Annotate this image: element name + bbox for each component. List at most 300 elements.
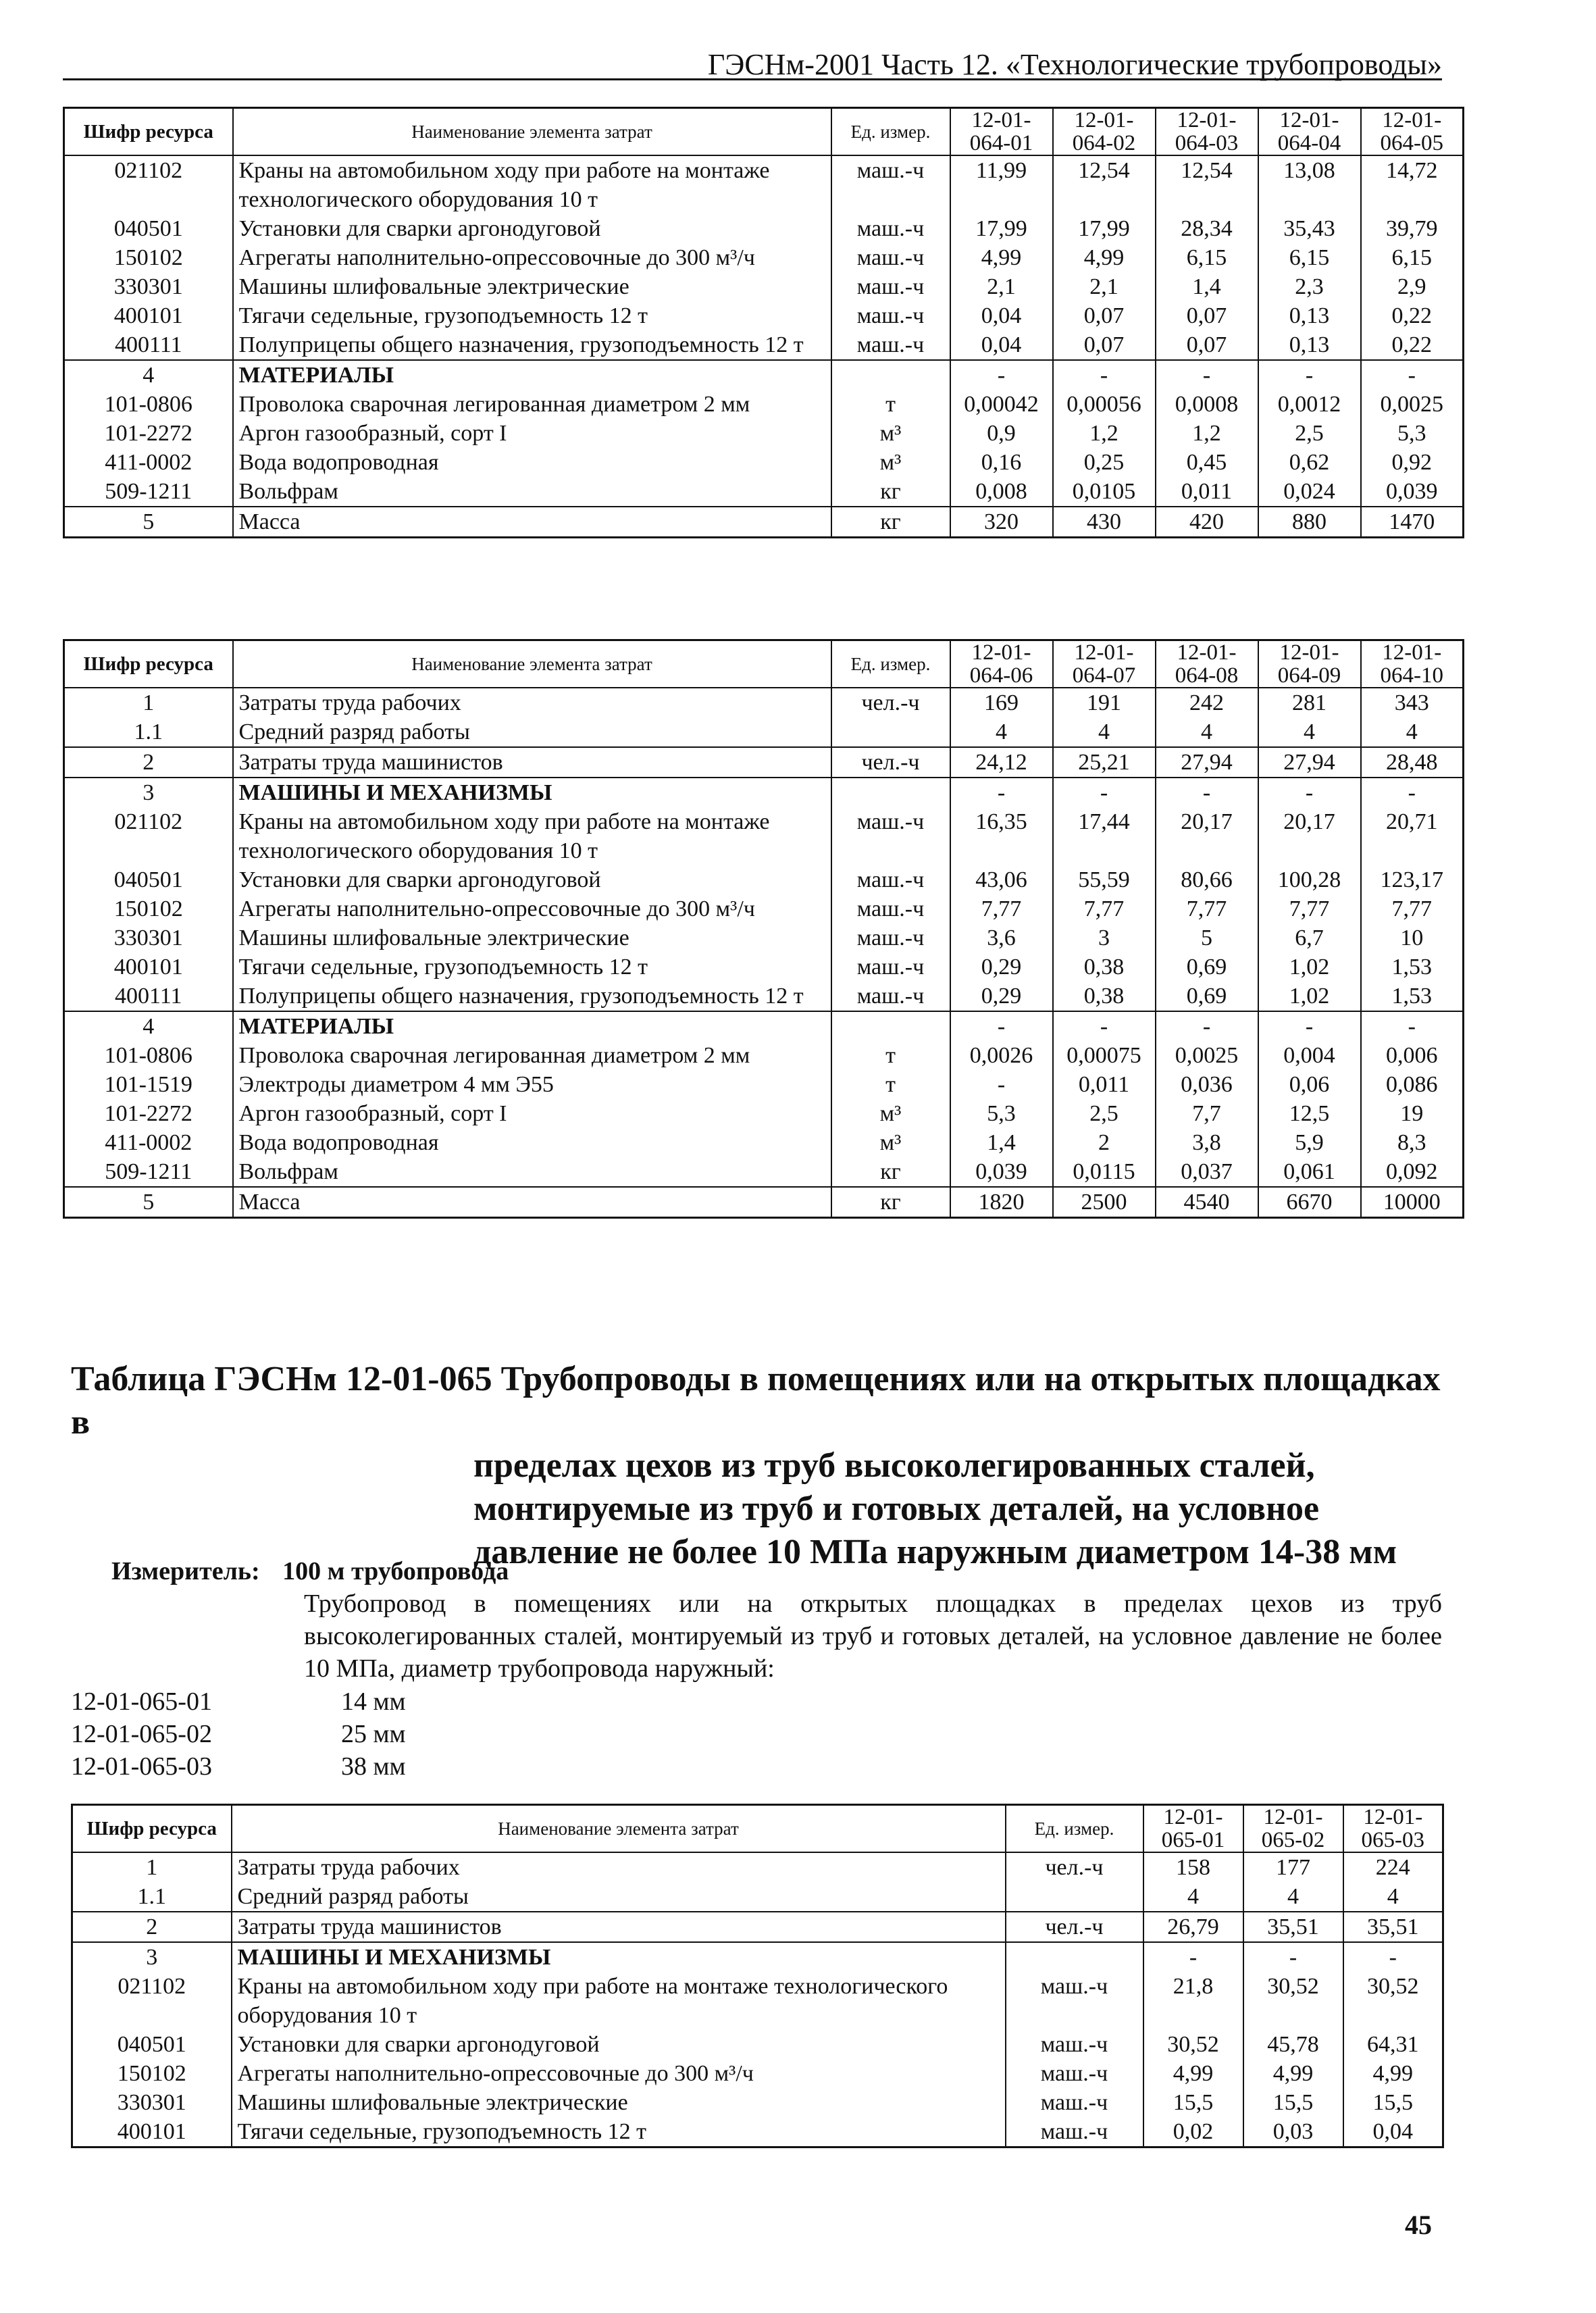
unit-cell: маш.-ч [1006,2117,1143,2147]
value-cell: 3,8 [1156,1128,1258,1157]
column-header-norm-code: 12-01- 065-03 [1343,1805,1443,1853]
table-row [64,807,1464,865]
value-cell: 4,99 [1053,243,1156,272]
resource-name-cell: Тягачи седельные, грузоподъемность 12 т [233,952,831,982]
value-cell: 17,99 [950,214,1053,243]
value-cell: 0,02 [1143,2117,1243,2147]
value-cell: 1820 [950,1187,1053,1218]
column-header-norm-code: 12-01- 064-04 [1258,108,1361,156]
resource-name-cell: Затраты труда машинистов [232,1912,1006,1942]
table-row [64,360,1464,390]
value-cell: 0,037 [1156,1157,1258,1187]
value-cell: 320 [950,507,1053,538]
value-cell: 10000 [1361,1187,1464,1218]
column-header-norm-code: 12-01- 064-06 [950,640,1053,688]
resource-code-cell: 330301 [64,923,233,952]
section-description: Трубопровод в помещениях или на открытых площадках в пределах цехов из труб высоколегированных сталей, монтируемый из труб и готовых деталей, на условное давление не более 10 МПа, диаметр трубопровода наружный: [304,1590,1442,1683]
value-cell: 6,15 [1258,243,1361,272]
value-cell: 0,011 [1156,477,1258,507]
table-row [64,243,1464,272]
value-cell: 177 [1243,1852,1343,1882]
resource-table-064-b [63,639,1464,1219]
table-row [72,1882,1443,1912]
resource-code-cell: 040501 [72,2030,232,2059]
value-cell: 20,17 [1156,807,1258,865]
resource-code-cell: 150102 [64,894,233,923]
norm-code: 12-01-065-03 [71,1752,212,1781]
unit-cell: маш.-ч [831,807,950,865]
column-header-code: Шифр ресурса [64,108,233,156]
value-cell: 2,3 [1258,272,1361,301]
code-list-item [71,1750,406,1783]
value-cell: 1470 [1361,507,1464,538]
value-cell: 2 [1053,1128,1156,1157]
resource-code-cell: 021102 [64,155,233,214]
value-cell: 224 [1343,1852,1443,1882]
value-cell: - [1343,1942,1443,1972]
value-cell: 27,94 [1156,747,1258,778]
table-row [64,155,1464,214]
value-cell: 4,99 [950,243,1053,272]
resource-name-cell: Тягачи седельные, грузоподъемность 12 т [232,2117,1006,2147]
value-cell: 4 [950,717,1053,747]
value-cell: - [1361,360,1464,390]
unit-cell: м³ [831,1128,950,1157]
value-cell: 0,0105 [1053,477,1156,507]
unit-cell: маш.-ч [831,865,950,894]
resource-code-cell: 400101 [64,952,233,982]
value-cell: 4 [1361,717,1464,747]
value-cell: 43,06 [950,865,1053,894]
resource-name-cell: Машины шлифовальные электрические [233,923,831,952]
value-cell: 281 [1258,688,1361,717]
resource-name-cell: Проволока сварочная легированная диаметром 2 мм [233,390,831,419]
resource-code-cell: 4 [64,360,233,390]
value-cell: - [1053,1011,1156,1041]
table-row [64,1041,1464,1070]
table-row [72,1972,1443,2030]
table-body [72,1852,1443,2147]
unit-cell: чел.-ч [1006,1912,1143,1942]
value-cell: 45,78 [1243,2030,1343,2059]
table-row [64,1070,1464,1099]
column-header-norm-code: 12-01- 065-02 [1243,1805,1343,1853]
table-row [64,330,1464,360]
table-row [64,1157,1464,1187]
value-cell: 0,22 [1361,301,1464,330]
value-cell: 80,66 [1156,865,1258,894]
header-row [64,640,1464,688]
resource-name-cell: Электроды диаметром 4 мм Э55 [233,1070,831,1099]
resource-name-cell: Средний разряд работы [233,717,831,747]
table-row [64,1128,1464,1157]
table-row [72,2088,1443,2117]
value-cell: 7,77 [1361,894,1464,923]
resource-code-cell: 400101 [64,301,233,330]
value-cell: 35,51 [1343,1912,1443,1942]
resource-name-cell: Масса [233,507,831,538]
value-cell: 0,62 [1258,448,1361,477]
value-cell: 0,0115 [1053,1157,1156,1187]
value-cell: 0,03 [1243,2117,1343,2147]
value-cell: 30,52 [1343,1972,1443,2030]
norm-code: 12-01-065-02 [71,1720,212,1748]
value-cell: 0,04 [950,330,1053,360]
column-header-name: Наименование элемента затрат [232,1805,1006,1853]
value-cell: 1,2 [1053,419,1156,448]
value-cell: 7,7 [1156,1099,1258,1128]
meter-label: Измеритель: [111,1557,260,1585]
resource-name-cell: Полуприцепы общего назначения, грузоподъемность 12 т [233,982,831,1011]
column-header-norm-code: 12-01- 064-09 [1258,640,1361,688]
value-cell: 7,77 [950,894,1053,923]
value-cell: - [950,1070,1053,1099]
table-row [64,747,1464,778]
value-cell: 0,00042 [950,390,1053,419]
table-row [64,214,1464,243]
value-cell: 0,004 [1258,1041,1361,1070]
value-cell: 191 [1053,688,1156,717]
resource-code-cell: 040501 [64,214,233,243]
table-row [64,507,1464,538]
resource-code-cell: 150102 [72,2059,232,2088]
unit-cell: м³ [831,419,950,448]
value-cell: - [1258,1011,1361,1041]
resource-code-cell: 330301 [64,272,233,301]
value-cell: 15,5 [1243,2088,1343,2117]
resource-name-cell: Вода водопроводная [233,448,831,477]
table-row [72,1852,1443,1882]
resource-code-cell: 1 [64,688,233,717]
value-cell: 28,48 [1361,747,1464,778]
value-cell: 0,13 [1258,330,1361,360]
unit-cell: маш.-ч [1006,2030,1143,2059]
value-cell: - [1361,778,1464,807]
unit-cell: маш.-ч [831,155,950,214]
value-cell: - [1361,1011,1464,1041]
diameter-value: 25 мм [341,1720,406,1748]
code-list-item [71,1718,406,1750]
value-cell: 4 [1053,717,1156,747]
value-cell: 4,99 [1143,2059,1243,2088]
value-cell: 5 [1156,923,1258,952]
value-cell: 0,039 [1361,477,1464,507]
value-cell: 0,04 [950,301,1053,330]
value-cell: 4 [1156,717,1258,747]
table-row [72,2117,1443,2147]
resource-name-cell: МАШИНЫ И МЕХАНИЗМЫ [232,1942,1006,1972]
value-cell: 2,9 [1361,272,1464,301]
value-cell: 24,12 [950,747,1053,778]
value-cell: 10 [1361,923,1464,952]
value-cell: 0,69 [1156,952,1258,982]
table-row [64,390,1464,419]
value-cell: 0,06 [1258,1070,1361,1099]
value-cell: 20,71 [1361,807,1464,865]
value-cell: 13,08 [1258,155,1361,214]
value-cell: 4 [1343,1882,1443,1912]
norm-code: 12-01-065-01 [71,1687,212,1716]
table-row [64,1099,1464,1128]
resource-name-cell: Проволока сварочная легированная диаметром 2 мм [233,1041,831,1070]
value-cell: 0,061 [1258,1157,1361,1187]
value-cell: 0,29 [950,952,1053,982]
value-cell: 1,53 [1361,952,1464,982]
resource-name-cell: Вольфрам [233,477,831,507]
unit-cell: маш.-ч [831,330,950,360]
value-cell: 0,039 [950,1157,1053,1187]
value-cell: 0,0008 [1156,390,1258,419]
table-row [64,419,1464,448]
value-cell: 20,17 [1258,807,1361,865]
unit-cell: маш.-ч [831,894,950,923]
value-cell: 7,77 [1258,894,1361,923]
value-cell: 169 [950,688,1053,717]
resource-name-cell: Средний разряд работы [232,1882,1006,1912]
value-cell: 5,3 [950,1099,1053,1128]
resource-code-cell: 101-0806 [64,1041,233,1070]
value-cell: 0,092 [1361,1157,1464,1187]
unit-cell [831,1011,950,1041]
unit-cell: маш.-ч [1006,1972,1143,2030]
resource-name-cell: Агрегаты наполнительно-опрессовочные до 300 м³/ч [233,894,831,923]
value-cell: 0,38 [1053,982,1156,1011]
value-cell: 0,006 [1361,1041,1464,1070]
value-cell: 0,22 [1361,330,1464,360]
resource-name-cell: Краны на автомобильном ходу при работе на монтаже технологического оборудования 10 т [233,807,831,865]
unit-cell: маш.-ч [831,982,950,1011]
value-cell: 6,7 [1258,923,1361,952]
table-row [72,2059,1443,2088]
meter-value: 100 м трубопровода [282,1557,509,1585]
value-cell: - [950,360,1053,390]
value-cell: 7,77 [1156,894,1258,923]
column-header-norm-code: 12-01- 064-01 [950,108,1053,156]
table-row [72,2030,1443,2059]
value-cell: 1,53 [1361,982,1464,1011]
resource-code-cell: 4 [64,1011,233,1041]
resource-name-cell: Установки для сварки аргонодуговой [233,214,831,243]
table-row [64,448,1464,477]
diameter-value: 14 мм [341,1687,406,1716]
unit-cell [1006,1882,1143,1912]
resource-name-cell: Краны на автомобильном ходу при работе на монтаже технологического оборудования 10 т [233,155,831,214]
table-row [64,923,1464,952]
unit-cell: маш.-ч [1006,2059,1143,2088]
value-cell: 28,34 [1156,214,1258,243]
value-cell: 4540 [1156,1187,1258,1218]
value-cell: 6,15 [1156,243,1258,272]
value-cell: 430 [1053,507,1156,538]
value-cell: 5,3 [1361,419,1464,448]
resource-code-cell: 101-1519 [64,1070,233,1099]
unit-cell: кг [831,507,950,538]
value-cell: 30,52 [1243,1972,1343,2030]
value-cell: - [1258,360,1361,390]
table-header [64,640,1464,688]
value-cell: 242 [1156,688,1258,717]
value-cell: 2,1 [950,272,1053,301]
resource-code-cell: 1 [72,1852,232,1882]
section-title [71,1358,1442,1574]
resource-code-cell: 400101 [72,2117,232,2147]
resource-name-cell: Установки для сварки аргонодуговой [232,2030,1006,2059]
column-header-unit: Ед. измер. [831,640,950,688]
unit-cell: м³ [831,1099,950,1128]
unit-cell: маш.-ч [831,301,950,330]
value-cell: 343 [1361,688,1464,717]
value-cell: 0,00075 [1053,1041,1156,1070]
column-header-code: Шифр ресурса [64,640,233,688]
resource-name-cell: Машины шлифовальные электрические [232,2088,1006,2117]
value-cell: 19 [1361,1099,1464,1128]
resource-code-cell: 330301 [72,2088,232,2117]
value-cell: 0,25 [1053,448,1156,477]
table-body [64,688,1464,1218]
resource-name-cell: МАШИНЫ И МЕХАНИЗМЫ [233,778,831,807]
value-cell: 0,04 [1343,2117,1443,2147]
resource-name-cell: Затраты труда машинистов [233,747,831,778]
value-cell: 3,6 [950,923,1053,952]
value-cell: 1,4 [1156,272,1258,301]
column-header-name: Наименование элемента затрат [233,108,831,156]
column-header-norm-code: 12-01- 064-08 [1156,640,1258,688]
value-cell: 8,3 [1361,1128,1464,1157]
value-cell: 15,5 [1343,2088,1443,2117]
value-cell: - [950,1011,1053,1041]
resource-name-cell: Агрегаты наполнительно-опрессовочные до 300 м³/ч [232,2059,1006,2088]
value-cell: 4 [1243,1882,1343,1912]
table-row [64,952,1464,982]
table-row [64,301,1464,330]
resource-name-cell: МАТЕРИАЛЫ [233,1011,831,1041]
resource-code-cell: 400111 [64,982,233,1011]
unit-cell: т [831,390,950,419]
value-cell: 0,0012 [1258,390,1361,419]
table-row [64,272,1464,301]
value-cell: 1,4 [950,1128,1053,1157]
resource-name-cell: Затраты труда рабочих [233,688,831,717]
value-cell: - [1243,1942,1343,1972]
section-title-continuation: пределах цехов из труб высоколегированных сталей, монтируемые из труб и готовых деталей, на условное давление не более 10 МПа наружным диаметром 14-38 мм [473,1446,1397,1571]
resource-code-cell: 150102 [64,243,233,272]
unit-cell: чел.-ч [1006,1852,1143,1882]
resource-name-cell: Аргон газообразный, сорт I [233,1099,831,1128]
table-body [64,155,1464,538]
resource-name-cell: Агрегаты наполнительно-опрессовочные до 300 м³/ч [233,243,831,272]
value-cell: 6,15 [1361,243,1464,272]
column-header-code: Шифр ресурса [72,1805,232,1853]
value-cell: 12,54 [1053,155,1156,214]
value-cell: - [1156,1011,1258,1041]
table-row [64,717,1464,747]
value-cell: - [950,778,1053,807]
value-cell: 3 [1053,923,1156,952]
running-header: ГЭСНм-2001 Часть 12. «Технологические трубопроводы» [707,48,1442,81]
table-row [72,1912,1443,1942]
resource-code-cell: 2 [64,747,233,778]
table-row [64,865,1464,894]
column-header-name: Наименование элемента затрат [233,640,831,688]
value-cell: 0,07 [1156,330,1258,360]
resource-code-cell: 1.1 [72,1882,232,1912]
value-cell: 39,79 [1361,214,1464,243]
value-cell: 17,44 [1053,807,1156,865]
value-cell: 0,024 [1258,477,1361,507]
unit-cell [1006,1942,1143,1972]
unit-cell: маш.-ч [831,272,950,301]
value-cell: 0,29 [950,982,1053,1011]
value-cell: 0,07 [1053,330,1156,360]
resource-name-cell: Вода водопроводная [233,1128,831,1157]
value-cell: 0,38 [1053,952,1156,982]
value-cell: 0,0026 [950,1041,1053,1070]
value-cell: 12,54 [1156,155,1258,214]
table-row [64,688,1464,717]
code-list [71,1685,406,1783]
value-cell: 0,07 [1156,301,1258,330]
value-cell: 0,0025 [1156,1041,1258,1070]
value-cell: 0,008 [950,477,1053,507]
column-header-norm-code: 12-01- 064-03 [1156,108,1258,156]
resource-name-cell: Установки для сварки аргонодуговой [233,865,831,894]
value-cell: - [1156,360,1258,390]
resource-table-064-a [63,107,1464,538]
value-cell: 55,59 [1053,865,1156,894]
resource-code-cell: 101-2272 [64,1099,233,1128]
value-cell: 0,13 [1258,301,1361,330]
value-cell: 100,28 [1258,865,1361,894]
resource-code-cell: 101-2272 [64,419,233,448]
value-cell: 11,99 [950,155,1053,214]
value-cell: 6670 [1258,1187,1361,1218]
column-header-norm-code: 12-01- 064-02 [1053,108,1156,156]
unit-cell: т [831,1070,950,1099]
resource-code-cell: 2 [72,1912,232,1942]
resource-code-cell: 021102 [72,1972,232,2030]
table-row [72,1942,1443,1972]
value-cell: 5,9 [1258,1128,1361,1157]
resource-name-cell: Вольфрам [233,1157,831,1187]
resource-name-cell: Затраты труда рабочих [232,1852,1006,1882]
resource-code-cell: 400111 [64,330,233,360]
value-cell: 0,92 [1361,448,1464,477]
value-cell: 2500 [1053,1187,1156,1218]
value-cell: 35,43 [1258,214,1361,243]
unit-cell: чел.-ч [831,688,950,717]
resource-name-cell: Краны на автомобильном ходу при работе на монтаже технологического оборудования 10 т [232,1972,1006,2030]
table-row [64,894,1464,923]
resource-name-cell: МАТЕРИАЛЫ [233,360,831,390]
code-list-item [71,1685,406,1718]
column-header-unit: Ед. измер. [831,108,950,156]
value-cell: 12,5 [1258,1099,1361,1128]
unit-cell [831,778,950,807]
resource-code-cell: 040501 [64,865,233,894]
value-cell: 4,99 [1243,2059,1343,2088]
resource-code-cell: 3 [64,778,233,807]
value-cell: - [1053,778,1156,807]
value-cell: 158 [1143,1852,1243,1882]
value-cell: 4,99 [1343,2059,1443,2088]
resource-name-cell: Машины шлифовальные электрические [233,272,831,301]
value-cell: 21,8 [1143,1972,1243,2030]
resource-table-065 [71,1804,1444,2148]
column-header-norm-code: 12-01- 065-01 [1143,1805,1243,1853]
value-cell: 0,45 [1156,448,1258,477]
header-row [72,1805,1443,1853]
value-cell: 30,52 [1143,2030,1243,2059]
